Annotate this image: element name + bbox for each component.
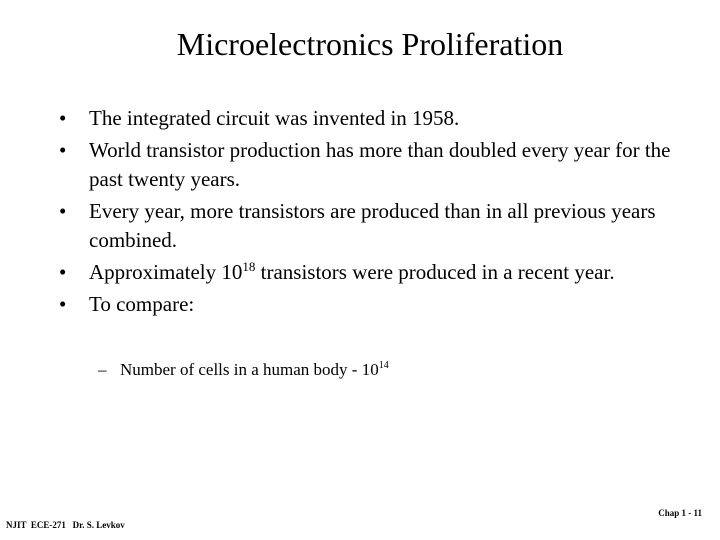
bullet-text: World transistor production has more than doubled every year for the past twenty years. [89, 138, 671, 191]
bullet-text-prefix: Approximately 10 [89, 260, 243, 284]
slide-title: Microelectronics Proliferation [176, 26, 564, 62]
bullet-text: The integrated circuit was invented in 1958. [89, 106, 460, 130]
bullet-item [59, 290, 679, 319]
bullet-dot: • [59, 292, 67, 316]
sub-bullet-text: Number of cells in a human body - 10 [120, 360, 379, 379]
sub-bullet-item [98, 358, 389, 382]
bullet-dot: • [59, 260, 67, 284]
sub-bullet-list [98, 358, 389, 382]
bullet-item [59, 136, 679, 194]
bullet-list [59, 104, 679, 322]
bullet-text: To compare: [89, 292, 195, 316]
bullet-dot: • [59, 106, 67, 130]
bullet-item [59, 258, 679, 287]
bullet-dot: • [59, 199, 67, 223]
bullet-item [59, 104, 679, 133]
sub-bullet-exponent: 14 [378, 360, 389, 371]
bullet-exponent: 18 [242, 259, 256, 274]
bullet-text: Every year, more transistors are produced than in all previous years combined. [89, 199, 656, 252]
footer-page-number: Chap 1 - 11 [658, 508, 702, 518]
bullet-text-suffix: transistors were produced in a recent year. [255, 260, 615, 284]
sub-bullet-dash: – [98, 360, 107, 379]
footer-course-info: NJIT ECE-271 Dr. S. Levkov [6, 520, 125, 530]
bullet-item [59, 197, 679, 255]
bullet-dot: • [59, 138, 67, 162]
